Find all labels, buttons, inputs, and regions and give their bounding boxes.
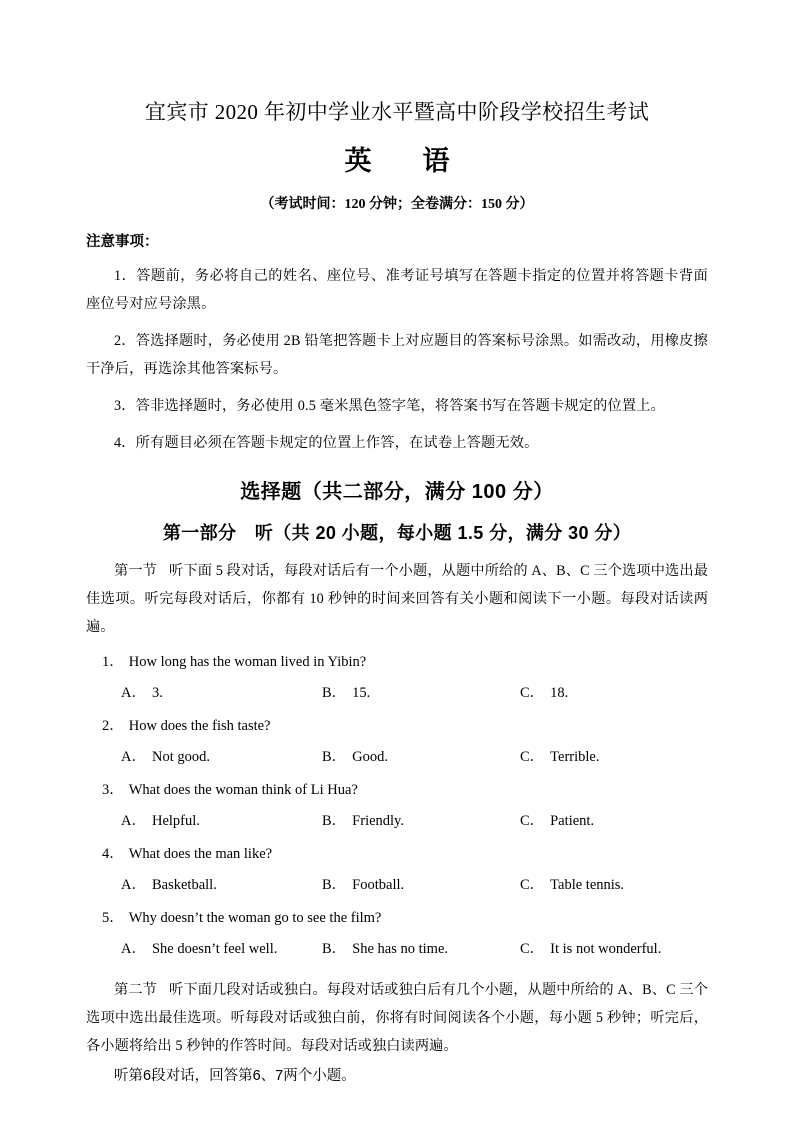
option-c-text: Terrible.: [550, 749, 600, 765]
option-b[interactable]: [322, 934, 448, 965]
option-b-letter: B．: [322, 941, 347, 957]
section-one-instruction-text: 听下面 5 段对话，每段对话后有一个小题，从题中所给的 A、B、C 三个选项中选出最佳选项。听完每段对话后，你都有 10 秒钟的时间来回答有关小题和阅读下一小题。每段对话读两遍。: [86, 563, 708, 635]
option-c-letter: C．: [520, 941, 545, 957]
question-text: Why doesn’t the woman go to see the film?: [128, 910, 382, 926]
part-one-heading: 第一部分 听（共 20 小题，每小题 1.5 分，满分 30 分）: [162, 523, 632, 543]
question-number: 4．: [102, 846, 124, 862]
option-a[interactable]: [121, 678, 163, 709]
option-b-text: Football.: [352, 877, 405, 893]
option-a-letter: A．: [121, 685, 146, 701]
question-stem: [102, 839, 708, 870]
listening-passage-note: 听第6段对话，回答第6、7两个小题。: [114, 1068, 356, 1084]
question-stem: [102, 903, 708, 934]
section-one-lead: 第一节: [114, 563, 158, 579]
option-c-text: It is not wonderful.: [550, 941, 662, 957]
option-b-letter: B．: [322, 877, 347, 893]
question-number: 1．: [102, 654, 124, 670]
option-a-text: Not good.: [151, 749, 210, 765]
option-b[interactable]: [322, 806, 404, 837]
question-options: [86, 742, 708, 773]
option-c[interactable]: [520, 806, 594, 837]
option-b-text: Good.: [352, 749, 389, 765]
question-text: How does the fish taste?: [128, 718, 271, 734]
section-two-instruction: [86, 976, 708, 1060]
question-number: 3．: [102, 782, 124, 798]
question-options: [86, 870, 708, 901]
option-b-text: 15.: [352, 685, 371, 701]
question-text: How long has the woman lived in Yibin?: [128, 654, 367, 670]
notice-item: 3．答非选择题时，务必使用 0.5 毫米黑色签字笔，将答案书写在答题卡规定的位置上。: [114, 398, 666, 414]
question-number: 5．: [102, 910, 124, 926]
option-b[interactable]: [322, 742, 388, 773]
question-item: [86, 711, 708, 773]
option-b-letter: B．: [322, 685, 347, 701]
question-list: [86, 647, 708, 965]
section-one-instruction: [86, 557, 708, 641]
option-c-text: Patient.: [550, 813, 595, 829]
choice-section-heading: 选择题（共二部分，满分 100 分）: [240, 481, 554, 503]
question-item: [86, 839, 708, 901]
question-number: 2．: [102, 718, 124, 734]
option-a[interactable]: [121, 870, 217, 901]
option-c-letter: C．: [520, 813, 545, 829]
exam-meta-line: （考试时间：120 分钟；全卷满分：150 分）: [260, 197, 534, 212]
option-c-letter: C．: [520, 749, 545, 765]
option-a-text: Basketball.: [151, 877, 217, 893]
notice-item: 2．答选择题时，务必使用 2B 铅笔把答题卡上对应题目的答案标号涂黑。如需改动，用橡皮擦干净后，再选涂其他答案标号。: [86, 333, 708, 377]
option-b-letter: B．: [322, 813, 347, 829]
option-c-letter: C．: [520, 877, 545, 893]
question-options: [86, 806, 708, 837]
option-a-letter: A．: [121, 941, 146, 957]
question-stem: [102, 647, 708, 678]
option-a-text: She doesn’t feel well.: [151, 941, 278, 957]
question-stem: [102, 711, 708, 742]
notice-item: 4．所有题目必须在答题卡规定的位置上作答，在试卷上答题无效。: [114, 435, 539, 451]
question-options: [86, 678, 708, 709]
question-item: [86, 775, 708, 837]
option-c[interactable]: [520, 742, 599, 773]
option-a[interactable]: [121, 742, 210, 773]
option-a-letter: A．: [121, 877, 146, 893]
option-b-text: Friendly.: [352, 813, 404, 829]
question-stem: [102, 775, 708, 806]
option-b-letter: B．: [322, 749, 347, 765]
option-a-text: 3.: [151, 685, 163, 701]
notice-item: 1．答题前，务必将自己的姓名、座位号、准考证号填写在答题卡指定的位置并将答题卡背面座位号对应号涂黑。: [86, 268, 708, 312]
option-a[interactable]: [121, 934, 277, 965]
page-content: [86, 0, 708, 1090]
question-text: What does the man like?: [128, 846, 273, 862]
option-a-letter: A．: [121, 813, 146, 829]
option-c[interactable]: [520, 678, 568, 709]
page-title: 宜宾市 2020 年初中学业水平暨高中阶段学校招生考试: [144, 100, 650, 124]
section-two-lead: 第二节: [114, 982, 158, 998]
option-a[interactable]: [121, 806, 200, 837]
option-b[interactable]: [322, 870, 404, 901]
option-c[interactable]: [520, 870, 624, 901]
section-two-instruction-text: 听下面几段对话或独白。每段对话或独白后有几个小题，从题中所给的 A、B、C 三个选项中选出最佳选项。听每段对话或独白前，你将有时间阅读各个小题，每小题 5 秒钟；听完后，各小题将给出 5 秒钟的作答时间。每段对话或独白读两遍。: [86, 982, 708, 1054]
question-text: What does the woman think of Li Hua?: [128, 782, 358, 798]
question-item: [86, 903, 708, 965]
option-b-text: She has no time.: [352, 941, 449, 957]
option-b[interactable]: [322, 678, 370, 709]
subject-title: 英 语: [344, 146, 462, 176]
question-item: [86, 647, 708, 709]
option-a-text: Helpful.: [151, 813, 200, 829]
option-c-letter: C．: [520, 685, 545, 701]
question-options: [86, 934, 708, 965]
notice-heading: 注意事项：: [86, 234, 159, 250]
option-c[interactable]: [520, 934, 661, 965]
option-c-text: Table tennis.: [550, 877, 625, 893]
option-a-letter: A．: [121, 749, 146, 765]
option-c-text: 18.: [550, 685, 569, 701]
